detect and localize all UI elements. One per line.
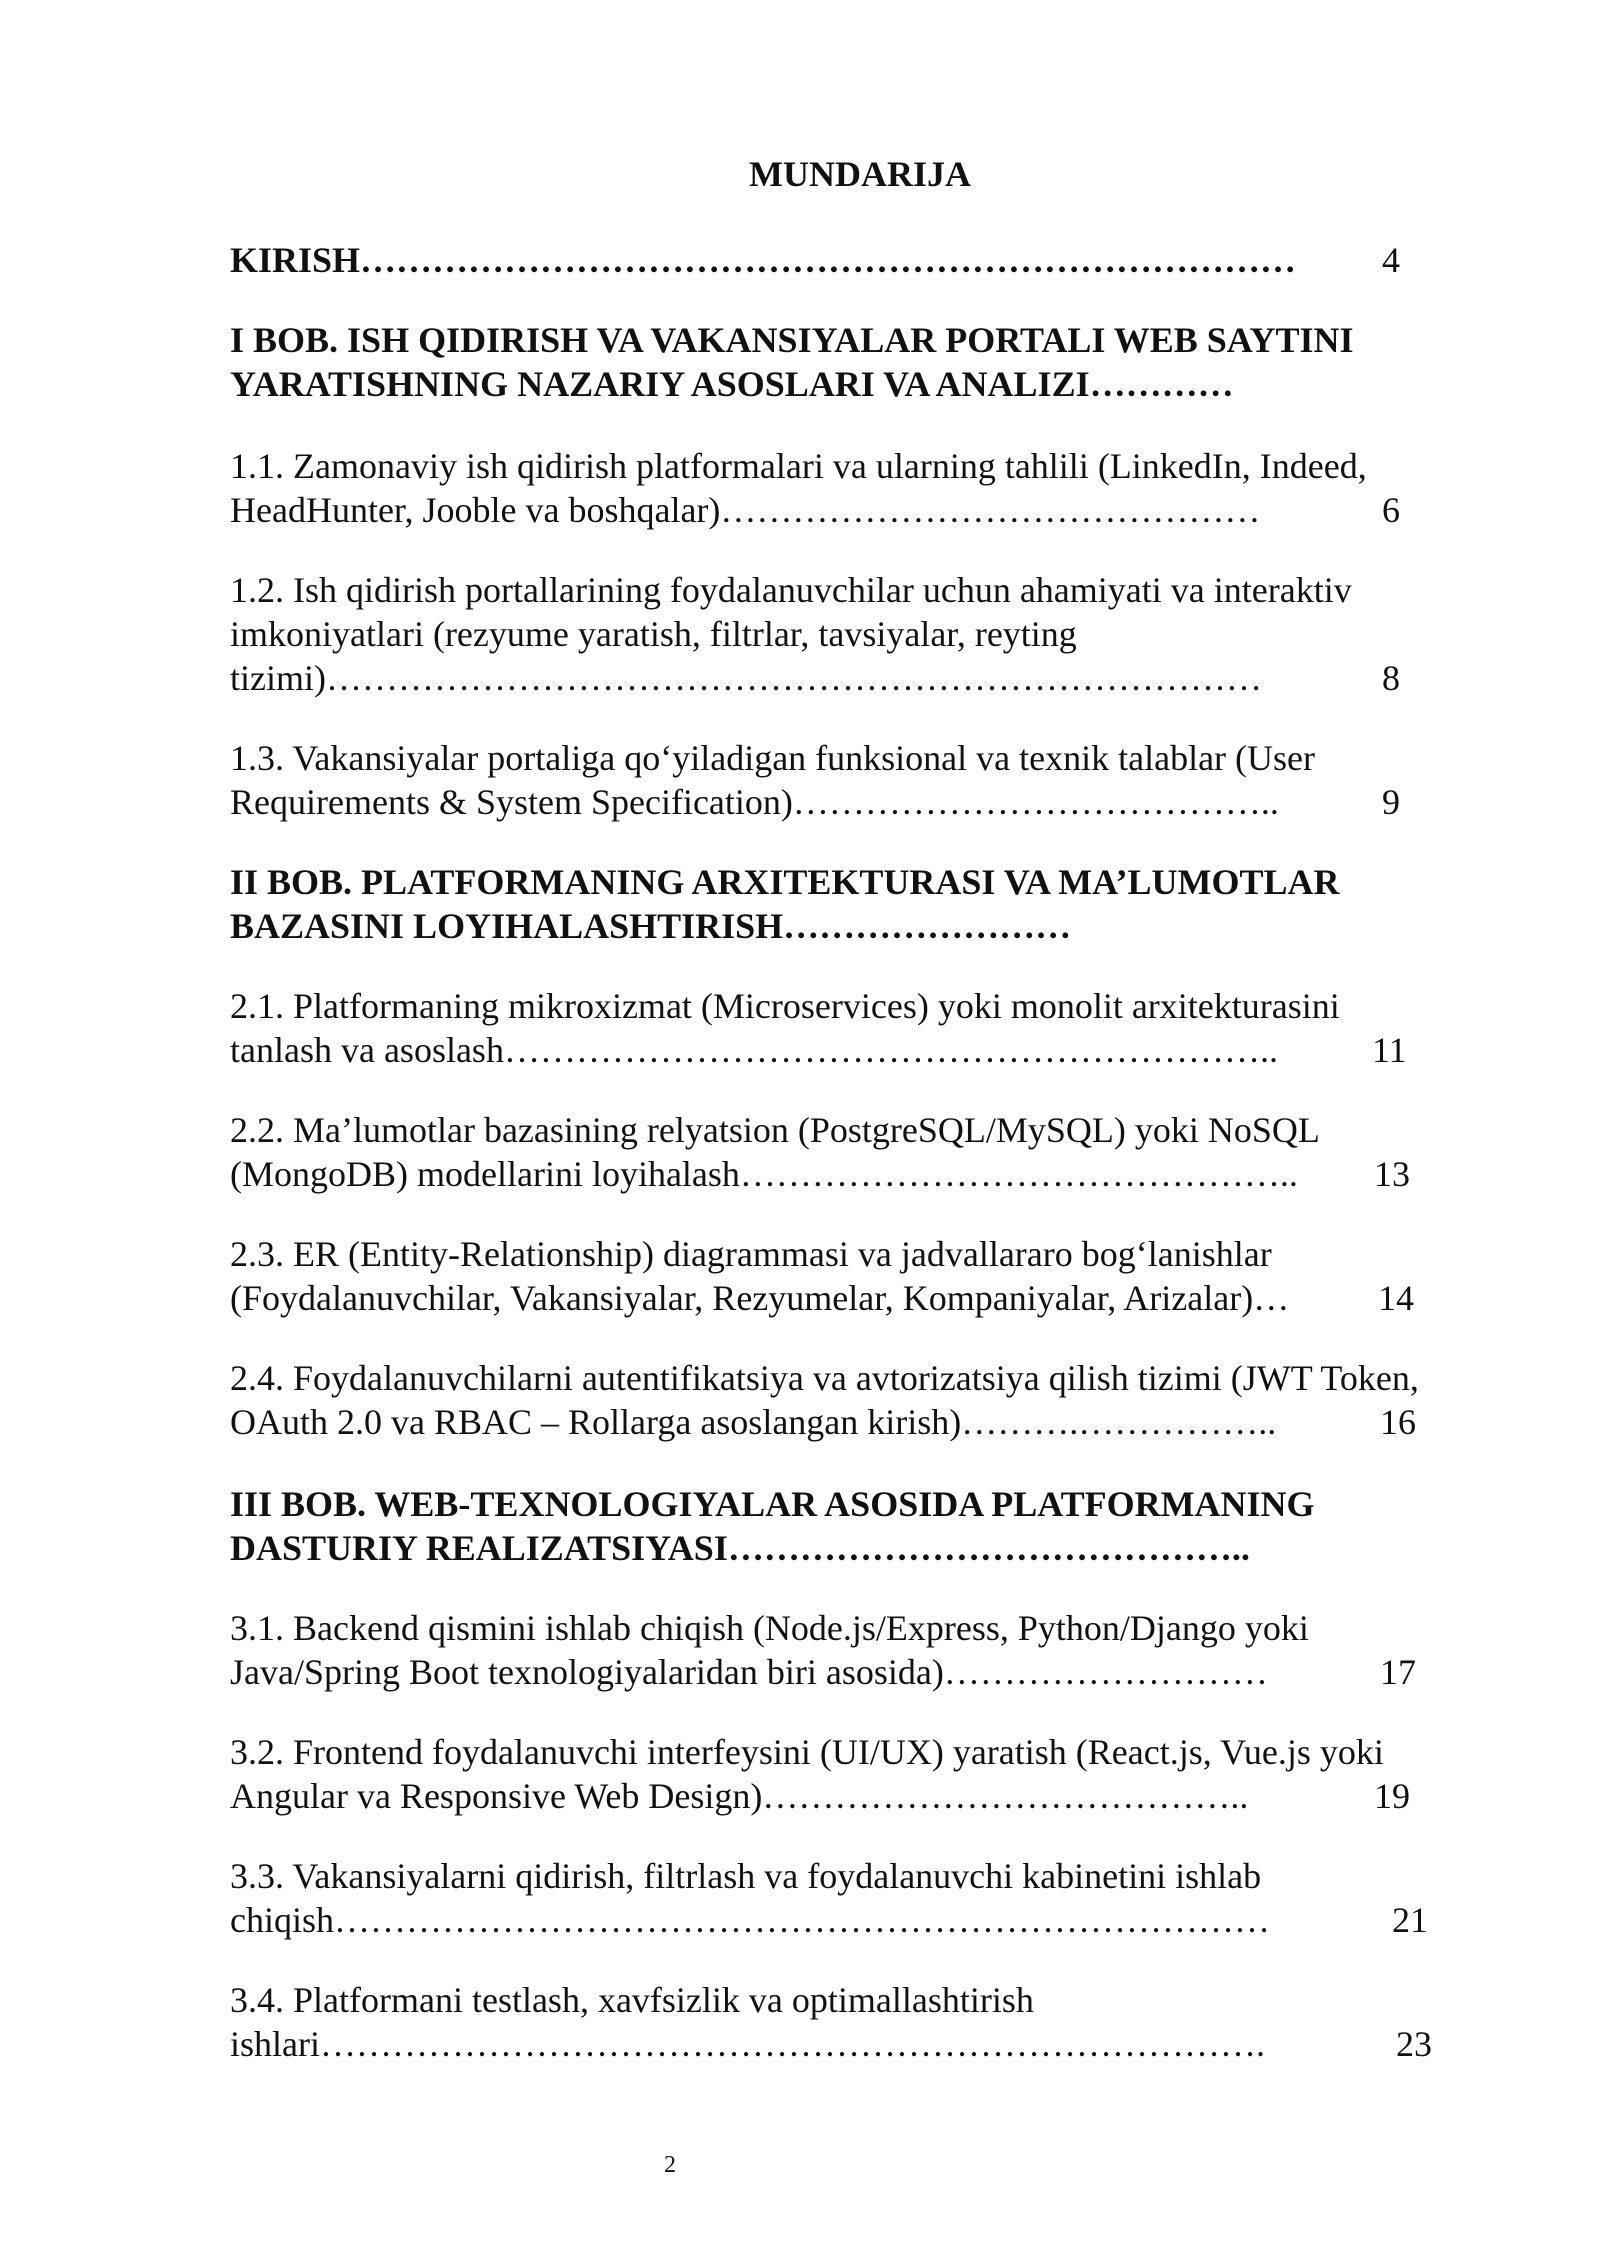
toc-page-number: 8 xyxy=(1382,658,1400,698)
toc-chapter-1-heading xyxy=(230,318,1353,406)
toc-page-number: 13 xyxy=(1374,1154,1410,1194)
toc-entry-line: 3.1. Backend qismini ishlab chiqish (Node.js/Express, Python/Django yoki xyxy=(230,1608,1309,1648)
toc-entry-line: III BOB. WEB-TEXNOLOGIYALAR ASOSIDA PLATFORMANING xyxy=(230,1484,1315,1524)
page-title: MUNDARIJA xyxy=(749,154,971,194)
toc-entry-line: 2.3. ER (Entity-Relationship) diagrammasi va jadvallararo bog‘lanishlar xyxy=(230,1234,1272,1274)
toc-page-number: 11 xyxy=(1372,1030,1407,1070)
toc-entry-line: tizimi)…………………………………………………………………… xyxy=(230,658,1262,698)
toc-page-number: 19 xyxy=(1374,1776,1410,1816)
toc-page-number: 6 xyxy=(1382,490,1400,530)
toc-page-number: 23 xyxy=(1396,2024,1432,2064)
toc-entry-line: Angular va Responsive Web Design)………………………………….. xyxy=(230,1776,1249,1816)
toc-entry-line: 2.2. Ma’lumotlar bazasining relyatsion (PostgreSQL/MySQL) yoki NoSQL xyxy=(230,1110,1320,1150)
toc-page-number: 17 xyxy=(1380,1652,1416,1692)
toc-entry-line: Java/Spring Boot texnologiyalaridan biri asosida)……………………… xyxy=(230,1652,1268,1692)
toc-entry-line: (Foydalanuvchilar, Vakansiyalar, Rezyumelar, Kompaniyalar, Arizalar)… xyxy=(230,1278,1290,1318)
toc-entry-line: 1.3. Vakansiyalar portaliga qo‘yiladigan funksional va texnik talablar (User xyxy=(230,738,1316,778)
toc-entry-line: 3.3. Vakansiyalarni qidirish, filtrlash va foydalanuvchi kabinetini ishlab xyxy=(230,1856,1262,1896)
toc-entry-1-1 xyxy=(230,444,1367,532)
toc-entry-line: imkoniyatlari (rezyume yaratish, filtrlar, tavsiyalar, reyting xyxy=(230,614,1077,654)
toc-entry-1-2 xyxy=(230,568,1352,700)
toc-entry-line: 1.1. Zamonaviy ish qidirish platformalari va ularning tahlili (LinkedIn, Indeed, xyxy=(230,446,1367,486)
toc-entry-2-3 xyxy=(230,1232,1289,1320)
toc-entry-line: Requirements & System Specification)………………………………….. xyxy=(230,782,1279,822)
toc-entry-2-4 xyxy=(230,1356,1419,1444)
toc-chapter-2-heading xyxy=(230,860,1339,948)
toc-page-number: 4 xyxy=(1382,240,1400,280)
toc-entry-line: 3.2. Frontend foydalanuvchi interfeysini (UI/UX) yaratish (React.js, Vue.js yoki xyxy=(230,1732,1384,1772)
toc-page-number: 16 xyxy=(1380,1402,1416,1442)
toc-entry-line: (MongoDB) modellarini loyihalash……………………………………….. xyxy=(230,1154,1298,1194)
toc-entry-line: 2.4. Foydalanuvchilarni autentifikatsiya va avtorizatsiya qilish tizimi (JWT Token, xyxy=(230,1358,1419,1398)
toc-entry-line: 2.1. Platformaning mikroxizmat (Microservices) yoki monolit arxitekturasini xyxy=(230,986,1340,1026)
toc-entry-line: 1.2. Ish qidirish portallarining foydalanuvchilar uchun ahamiyati va interaktiv xyxy=(230,570,1352,610)
toc-entry-line: ishlari……………………………………………………………………. xyxy=(230,2024,1265,2064)
toc-page-number: 9 xyxy=(1382,782,1400,822)
toc-entry-line: I BOB. ISH QIDIRISH VA VAKANSIYALAR PORTALI WEB SAYTINI xyxy=(230,320,1354,360)
toc-entry-line: tanlash va asoslash……………………………………………………….. xyxy=(230,1030,1278,1070)
toc-entry-line: DASTURIY REALIZATSIYASI…………………………………….. xyxy=(230,1528,1250,1568)
toc-entry-3-3 xyxy=(230,1854,1270,1942)
toc-entry-line: OAuth 2.0 va RBAC – Rollarga asoslangan kirish)……….…………….. xyxy=(230,1402,1277,1442)
toc-entry-line: chiqish…………………………………………………………………… xyxy=(230,1900,1270,1940)
toc-entry-line: II BOB. PLATFORMANING ARXITEKTURASI VA MA’LUMOTLAR xyxy=(230,862,1340,902)
toc-page-number: 21 xyxy=(1392,1900,1428,1940)
toc-entry-kirish xyxy=(230,238,1296,282)
toc-entry-3-4 xyxy=(230,1978,1265,2066)
toc-entry-3-1 xyxy=(230,1606,1309,1694)
toc-chapter-3-heading xyxy=(230,1482,1315,1570)
toc-entry-line: BAZASINI LOYIHALASHTIRISH…………………… xyxy=(230,906,1072,946)
toc-entry-2-2 xyxy=(230,1108,1320,1196)
toc-entry-line: YARATISHNING NAZARIY ASOSLARI VA ANALIZI………… xyxy=(230,364,1234,404)
toc-entry-line: HeadHunter, Jooble va boshqalar)……………………………………… xyxy=(230,490,1261,530)
toc-entry-line: KIRISH…………………………………………………………………… xyxy=(230,240,1297,280)
toc-page-number: 14 xyxy=(1378,1278,1414,1318)
toc-entry-line: 3.4. Platformani testlash, xavfsizlik va optimallashtirish xyxy=(230,1980,1034,2020)
toc-entry-2-1 xyxy=(230,984,1340,1072)
toc-entry-3-2 xyxy=(230,1730,1384,1818)
toc-entry-1-3 xyxy=(230,736,1315,824)
page-number-footer: 2 xyxy=(664,2152,676,2178)
